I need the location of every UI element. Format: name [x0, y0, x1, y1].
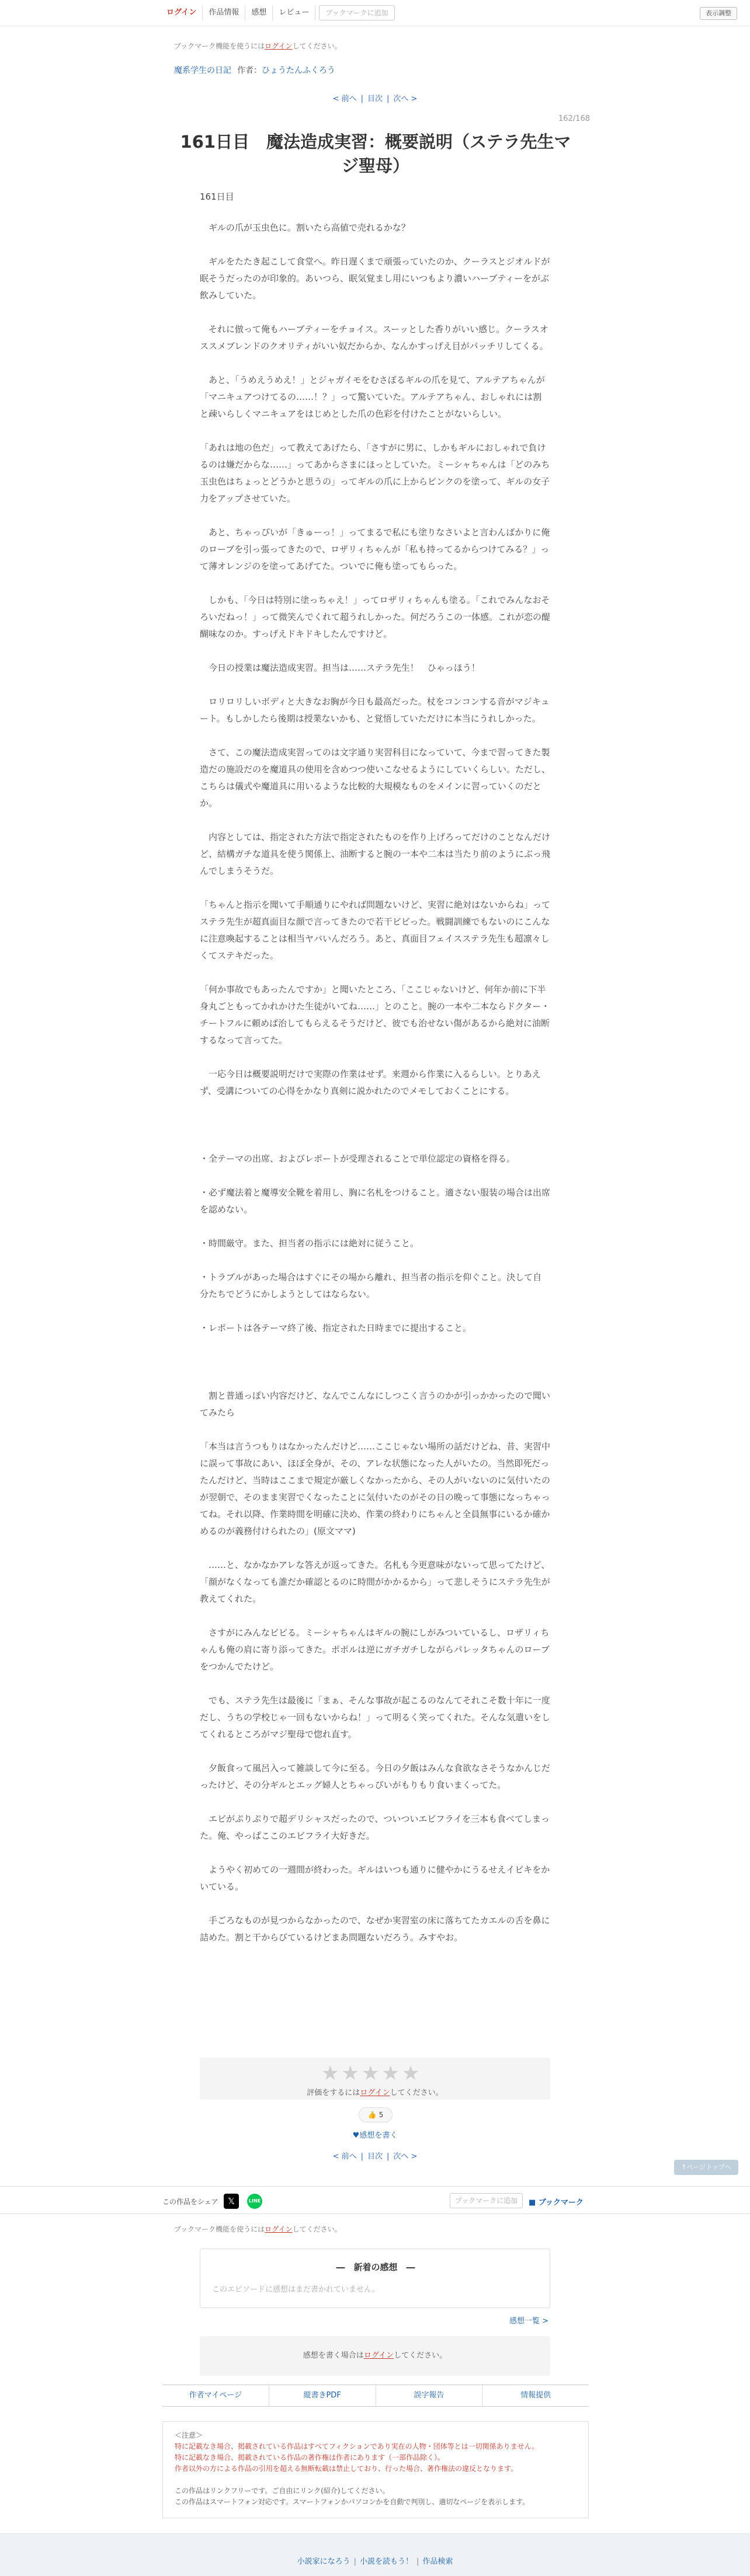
- next-link[interactable]: 次へ >: [393, 95, 418, 103]
- notice-red-2: 特に記載なき場合、掲載されている作品の著作権は作者にあります（一部作品除く）。: [175, 2453, 445, 2462]
- body-paragraph: 「何か事故でもあったんですか」と聞いたところ、「ここじゃないけど、何年か前に下半身丸ごともってかれかけた生徒がいてね……」とのこと。腕の一本や二本ならドクター・チートフルに頼めば治してもらえるそうだけど、彼でも治せない傷があるから絶対に油断するなって言ってた。: [200, 984, 550, 1045]
- body-paragraph: ロリロリしいボディと大きなお胸が今日も最高だった。杖をコンコンする音がマジキュート。もしかしたら後期は授業ないかも、と覚悟していただけに本当にうれしかった。: [200, 696, 550, 724]
- line-share-icon[interactable]: LINE: [247, 2194, 262, 2209]
- body-paragraph: 一応今日は概要説明だけで実際の作業はせず。来週から作業に入るらしい。とりあえず、受講についての心得をかなり真剣に説かれたのでメモしておくことにする。: [200, 1069, 541, 1096]
- bookmark-login-note: ブックマーク機能を使うにはログインしてください。: [174, 2225, 342, 2233]
- next-link[interactable]: 次へ >: [393, 2152, 418, 2161]
- feedback-empty: このエピソードに感想はまだ書かれていません。: [212, 2285, 380, 2294]
- notice-heading: ＜注意＞: [175, 2431, 203, 2439]
- thumbs-up-icon: 👍: [367, 2111, 377, 2119]
- login-link[interactable]: ログイン: [265, 2225, 293, 2233]
- bookmark-add-button[interactable]: ブックマークに追加: [450, 2193, 523, 2208]
- body-paragraph: ギルの爪が玉虫色に。割いたら高値で売れるかな？: [200, 222, 410, 233]
- notice-gray-1: この作品はリンクフリーです。ご自由にリンク(紹介)してください。: [175, 2487, 390, 2495]
- feedback-list-link[interactable]: 感想一覧 >: [509, 2317, 549, 2326]
- info-provide-link[interactable]: 情報提供: [520, 2391, 551, 2400]
- body-paragraph: ・全テーマの出席、およびレポートが受理されることで単位認定の資格を得る。: [200, 1153, 516, 1164]
- body-paragraph: しかも、「今日は特別に塗っちゃえ！」ってロザリィちゃんも塗る。「これでみんなおそろいだねっ！」って微笑んでくれて超うれしかった。何だろうこの一体感。これが恋の醍醐味なのか。すっげえドキドキしたんですけど。: [200, 595, 551, 639]
- body-paragraph: 「あれは地の色だ」って教えてあげたら、「さすがに男に、しかもギルにおしゃれで負けるのは嫌だからな……」ってあからさまにほっとしていた。ミーシャちゃんは「どのみち玉虫色はちょっとどうかと思うの」ってギルの爪に上からピンクのを塗って、ギルの女子力をアップさせていた。: [200, 442, 550, 504]
- author-link[interactable]: ひょうたんふくろう: [262, 66, 335, 75]
- rating-note: 評価をするにはログインしてください。: [307, 2089, 443, 2097]
- body-paragraph: ギルをたたき起こして食堂へ。昨日遅くまで頑張っていたのか、クーラスとジオルドが眠そうだったのが印象的。あいつら、眠気覚まし用にいつもより濃いハーブティーをがぶ飲みしていた。: [200, 256, 550, 301]
- feedback-login-note: 感想を書く場合はログインしてください。: [200, 2336, 550, 2376]
- top-nav: [161, 5, 395, 20]
- vertical-pdf-link[interactable]: 縦書きPDF: [269, 2385, 376, 2406]
- bookmark-login-note: ブックマーク機能を使うにはログインしてください。: [174, 42, 342, 50]
- notice-red-1: 特に記載なき場合、掲載されている作品はすべてフィクションであり実在の人物・団体等とは一切関係ありません。: [175, 2442, 539, 2450]
- author-links: [162, 2385, 589, 2407]
- notice-red-3: 作者以外の方による作品の引用を超える無断転載は禁止しており、行った場合、著作権法の違反となります。: [175, 2465, 518, 2473]
- body-paragraph: [200, 1134, 550, 1151]
- feedback-link[interactable]: 感想: [245, 5, 273, 20]
- write-feedback-link[interactable]: ♥感想を書く: [352, 2131, 398, 2140]
- login-link[interactable]: ログイン: [360, 2089, 390, 2097]
- rating-stars[interactable]: ★★★★★: [321, 2062, 422, 2085]
- chapter-title: 161日目 魔法造成実習：概要説明（ステラ先生マジ聖母）: [180, 132, 571, 176]
- body-paragraph: ・時間厳守。また、担当者の指示には絶対に従うこと。: [200, 1238, 419, 1249]
- login-link[interactable]: ログイン: [363, 2351, 394, 2360]
- footer-links: 小説家になろう | 小説を読もう！ | 作品検索: [297, 2557, 453, 2566]
- search-link[interactable]: 作品検索: [422, 2557, 453, 2566]
- narou-link[interactable]: 小説家になろう: [297, 2557, 350, 2566]
- feedback-box: [200, 2249, 550, 2308]
- share-bar: [0, 2186, 750, 2214]
- body-paragraph: 「ちゃんと指示を聞いて手順通りにやれば問題ないけど、実習に絶対はないからね」ってステラ先生が超真面目な顔で言ってきたので若干ビビった。戦闘訓練でもないのにこんなに注意喚起することは相当ヤバいんだろう。あと、真面目フェイスステラ先生も超凛々しくてステキだった。: [200, 900, 551, 961]
- notice-spacer: [175, 2474, 577, 2486]
- x-share-icon[interactable]: 𝕏: [224, 2194, 239, 2209]
- author-label: 作者：: [237, 66, 262, 75]
- body-paragraph: あと、「うめえうめえ！」とジャガイモをむさぼるギルの爪を見て、アルテアちゃんが「マニキュアつけてるの……！？」って驚いていた。アルテアちゃん、おしゃれには割と疎いらしくマニキュアをはじめとした爪の色彩を付けたことがないらしい。: [200, 375, 545, 419]
- body-paragraph: エビがぷりぷりで超デリシャスだったので、ついついエビフライを三本も食べてしまった。俺、やっぱここのエビフライ大好きだ。: [200, 1814, 550, 1841]
- rating-box: [200, 2058, 550, 2100]
- login-link[interactable]: ログイン: [161, 5, 203, 20]
- body-paragraph: さて、この魔法造成実習ってのは文字通り実習科目になっていて、今まで習ってきた製造だの施設だのを魔道具の使用を含めつつ使いこなせるようにしていくらしい。ただし、こちらは儀式や魔道具に用いるような比較的大規模なものをメインに習っていくのだとか。: [200, 747, 551, 808]
- login-link[interactable]: ログイン: [265, 42, 293, 50]
- notice-box: [162, 2421, 589, 2518]
- display-settings-button[interactable]: 表示調整: [700, 7, 737, 20]
- toc-link[interactable]: 目次: [367, 95, 383, 103]
- body-paragraph: ・レポートは各テーマ終了後、指定された日時までに提出すること。: [200, 1323, 472, 1333]
- like-count: 5: [379, 2111, 384, 2119]
- body-paragraph: [200, 1117, 550, 1134]
- series-title-link[interactable]: 魔系学生の日記: [174, 66, 231, 75]
- body-paragraph: 内容としては、指定された方法で指定されたものを作り上げろってだけのことなんだけど、結構ガチな道具を使う関係上、油断すると腕の一本や二本は当たり前のようにぶっ飛んでしまうそうだ。: [200, 832, 551, 876]
- review-link[interactable]: レビュー: [273, 5, 315, 20]
- body-paragraph: 割と普通っぽい内容だけど、なんでこんなにしつこく言うのかが引っかかったので聞いてみたら: [200, 1390, 551, 1418]
- body-paragraph: ……と、なかなかアレな答えが返ってきた。名札も今更意味がないって思ってたけど、「顔がなくなっても誰だか確認とるのに時間がかかるから」って悲しそうにステラ先生が教えてくれた。: [200, 1560, 550, 1604]
- body-paragraph: ・必ず魔法着と魔導安全靴を着用し、胸に名札をつけること。適さない服装の場合は出席を認めない。: [200, 1187, 551, 1215]
- typo-report-link[interactable]: 誤字報告: [376, 2385, 483, 2406]
- body-paragraph: それに倣って俺もハーブティーをチョイス。スーッとした香りがいい感じ。クーラスオススメブレンドのクオリティがいい奴だからか、なんかすっげえ目がパッチリしてくる。: [200, 324, 548, 351]
- body-paragraph: 今日の授業は魔法造成実習。担当は……ステラ先生！ ひゃっほう！: [200, 663, 480, 673]
- body-paragraph: ・トラブルがあった場合はすぐにその場から離れ、担当者の指示を仰ぐこと。決して自分たちでどうにかしようとしてはならない。: [200, 1272, 542, 1299]
- body-paragraph: あと、ちゃっぴいが「きゅーっ！」ってまるで私にも塗りなさいよと言わんばかりに俺のローブを引っ張ってきたので、ロザリィちゃんが「私も持ってるからつけてみる？」って薄オレンジのを塗ってあげてた。ついでに俺も塗ってもらった。: [200, 527, 550, 571]
- page-top-button[interactable]: ↑ページトップへ: [674, 2160, 738, 2175]
- body-paragraph: さすがにみんなビビる。ミーシャちゃんはギルの腕にしがみついているし、ロザリィちゃんも俺の肩に寄り添ってきた。ポポルは逆にガチガチしながらパレッタちゃんのローブをつかんでたけど。: [200, 1627, 550, 1672]
- body-paragraph: [200, 1354, 550, 1371]
- work-info-link[interactable]: 作品情報: [203, 5, 245, 20]
- series-info: [174, 64, 335, 76]
- pager-bottom: < 前へ | 目次 | 次へ >: [332, 2152, 418, 2161]
- toc-link[interactable]: 目次: [367, 2152, 383, 2161]
- body-paragraph: 手ごろなものが見つからなかったので、なぜか実習室の床に落ちてたカエルの舌を鼻に詰めた。割と干からびているけどまあ問題ないだろう。みすやお。: [200, 1915, 550, 1943]
- top-bar: [0, 0, 750, 26]
- pager-top: < 前へ | 目次 | 次へ >: [332, 95, 418, 103]
- bookmark-add-button[interactable]: ブックマークに追加: [319, 5, 394, 20]
- chapter-subtitle: 161日目: [200, 191, 234, 202]
- bookmark-icon: ■: [529, 2198, 539, 2207]
- body-paragraph: 夕飯食って風呂入って雑談して今に至る。今日の夕飯はみんな食欲なさそうなかんじだったけど、その分ギルとエッグ婦人とちゃっぴいがもりもり食いまくってた。: [200, 1763, 551, 1790]
- prev-link[interactable]: < 前へ: [332, 95, 357, 103]
- share-label: この作品をシェア: [162, 2198, 218, 2206]
- notice-gray-2: この作品はスマートフォン対応です。スマートフォンかパソコンかを自動で判別し、適切なページを表示します。: [175, 2498, 530, 2506]
- body-paragraph: ようやく初めての一週間が終わった。ギルはいつも通りに健やかにうるせえイビキをかいている。: [200, 1864, 550, 1892]
- body-paragraph: 「本当は言うつもりはなかったんだけど……ここじゃない場所の話だけどね、昔、実習中に誤って事故にあい、ほぼ全身が、その、アレな状態になった人がいたの。当然即死だったんだけど、当時はここまで規定が厳しくなかったから、その人がいないのに気付いたのが翌朝で、そのまま実習でくなったことに気付いたのがその日の晩って事態になっちゃってね。それ以降、作業時間を明確に決め、作業の終わりにちゃんと全員無事にいるか確かめるのが義務付けられたの」(原文ママ): [200, 1441, 551, 1536]
- footer: [0, 2533, 750, 2576]
- prev-link[interactable]: < 前へ: [332, 2152, 357, 2161]
- bookmark-button[interactable]: ■ ブックマーク: [529, 2198, 584, 2207]
- body-paragraph: でも、ステラ先生は最後に「まぁ、そんな事故が起こるのなんてそれこそ数十年に一度だし、うちの学校じゃ一回もないからね！」って明るく笑ってくれた。そんな気遣いをしてくれるところがマジ聖母で惚れ直す。: [200, 1695, 551, 1740]
- novel-body: [200, 219, 550, 1963]
- body-paragraph: [200, 1371, 550, 1388]
- like-button[interactable]: [359, 2107, 393, 2122]
- page-number: 162/168: [558, 114, 590, 123]
- yomou-link[interactable]: 小説を読もう！: [359, 2557, 413, 2566]
- feedback-title: ― 新着の感想 ―: [336, 2262, 415, 2272]
- author-mypage-link[interactable]: 作者マイページ: [162, 2385, 269, 2406]
